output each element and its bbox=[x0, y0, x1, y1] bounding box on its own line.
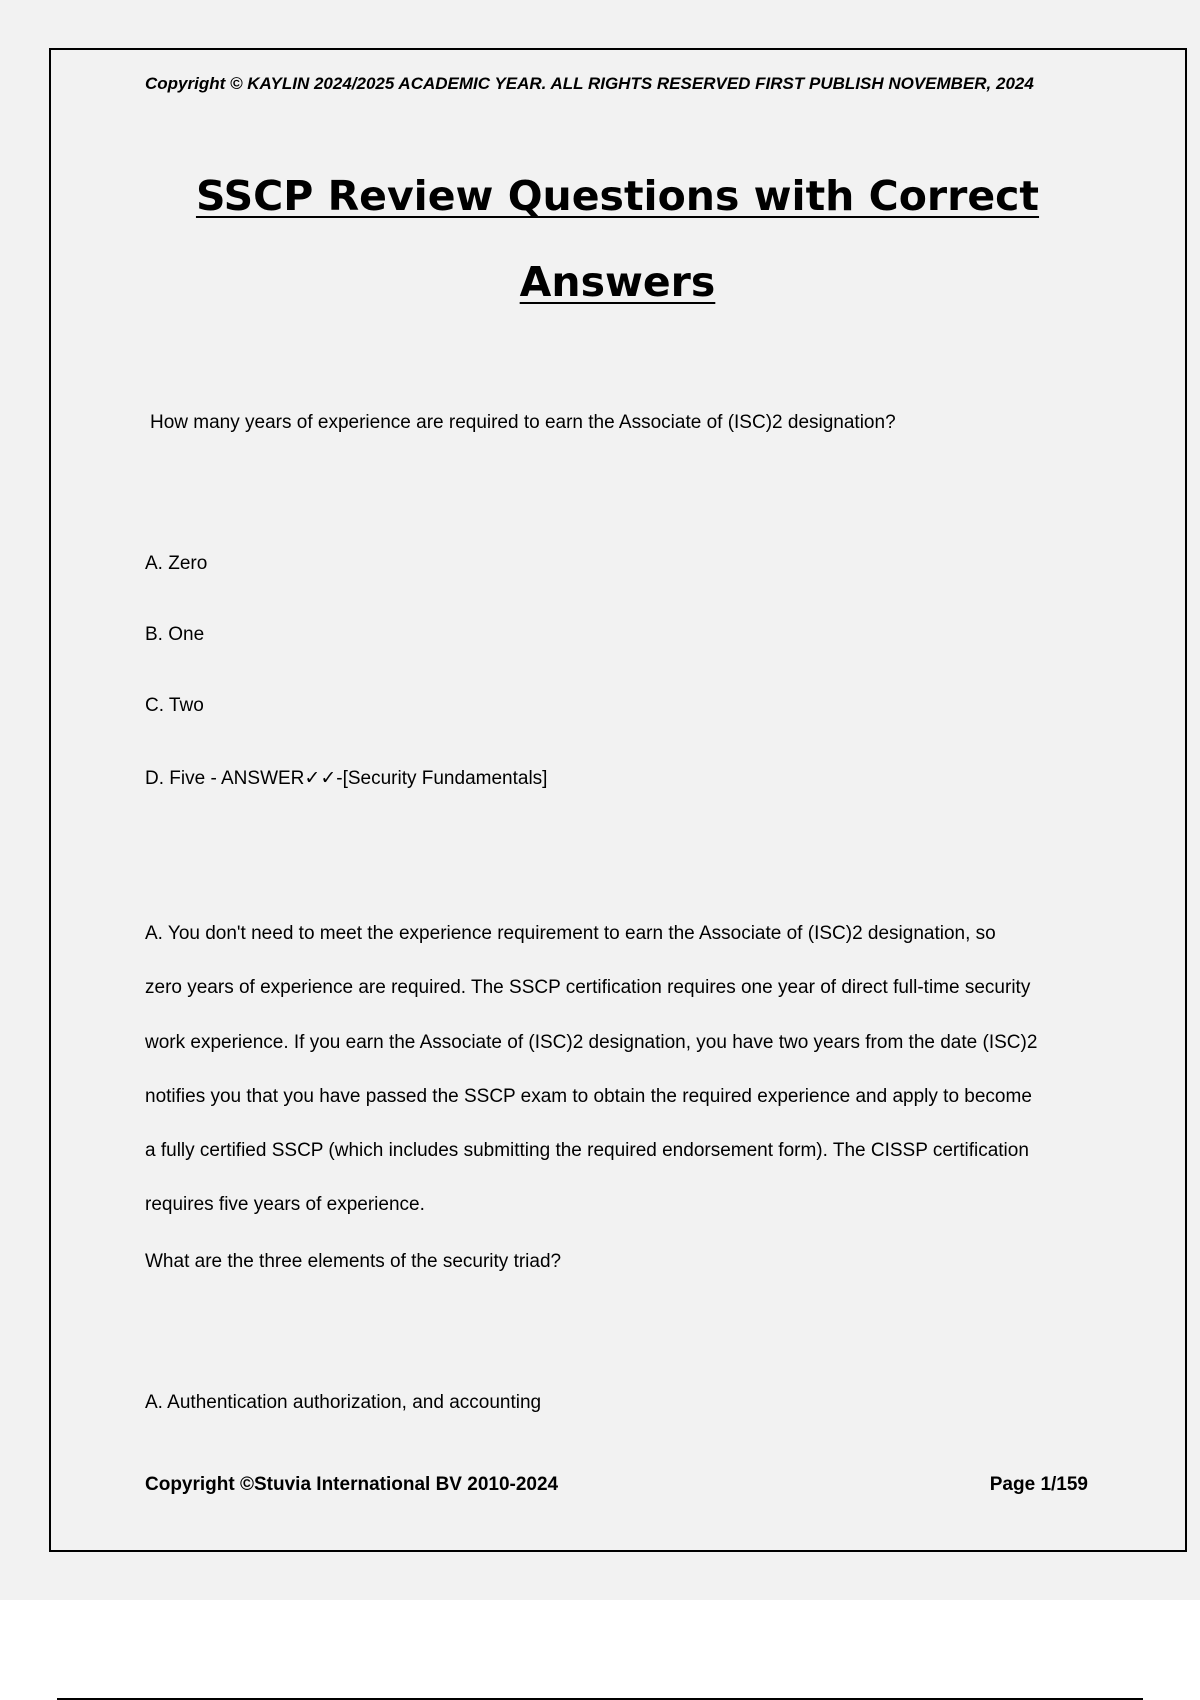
question-1-option-d-answer: D. Five - ANSWER✓✓-[Security Fundamentals] bbox=[145, 768, 548, 789]
document-title-line-2: Answers bbox=[519, 258, 716, 306]
question-1-explanation bbox=[145, 907, 1095, 1233]
page-number: Page 1/159 bbox=[989, 1474, 1088, 1495]
question-2-option-a: A. Authentication authorization, and accounting bbox=[145, 1392, 542, 1413]
document-title-line-1: SSCP Review Questions with Correct bbox=[195, 172, 1040, 220]
footer-copyright: Copyright ©Stuvia International BV 2010-2024 bbox=[145, 1474, 559, 1495]
question-1-option-b: B. One bbox=[145, 624, 205, 645]
explanation-line: zero years of experience are required. The SSCP certification requires one year of direct full-time security bbox=[145, 977, 1031, 999]
header-copyright: Copyright © KAYLIN 2024/2025 ACADEMIC YEAR. ALL RIGHTS RESERVED FIRST PUBLISH NOVEMBER, 2024 bbox=[145, 74, 1034, 93]
question-1-option-c: C. Two bbox=[145, 695, 204, 716]
explanation-line: notifies you that you have passed the SSCP exam to obtain the required experience and apply to become bbox=[145, 1085, 1032, 1107]
explanation-line: work experience. If you earn the Associate of (ISC)2 designation, you have two years from the date (ISC)2 bbox=[145, 1031, 1038, 1053]
explanation-line: a fully certified SSCP (which includes submitting the required endorsement form). The CISSP certification bbox=[145, 1140, 1029, 1162]
question-1-option-a: A. Zero bbox=[145, 553, 208, 574]
question-1-text: How many years of experience are required to earn the Associate of (ISC)2 designation? bbox=[150, 412, 896, 433]
explanation-line: requires five years of experience. bbox=[145, 1194, 425, 1216]
explanation-line: A. You don't need to meet the experience requirement to earn the Associate of (ISC)2 designation, so bbox=[145, 923, 996, 944]
question-2-text: What are the three elements of the security triad? bbox=[145, 1251, 562, 1272]
